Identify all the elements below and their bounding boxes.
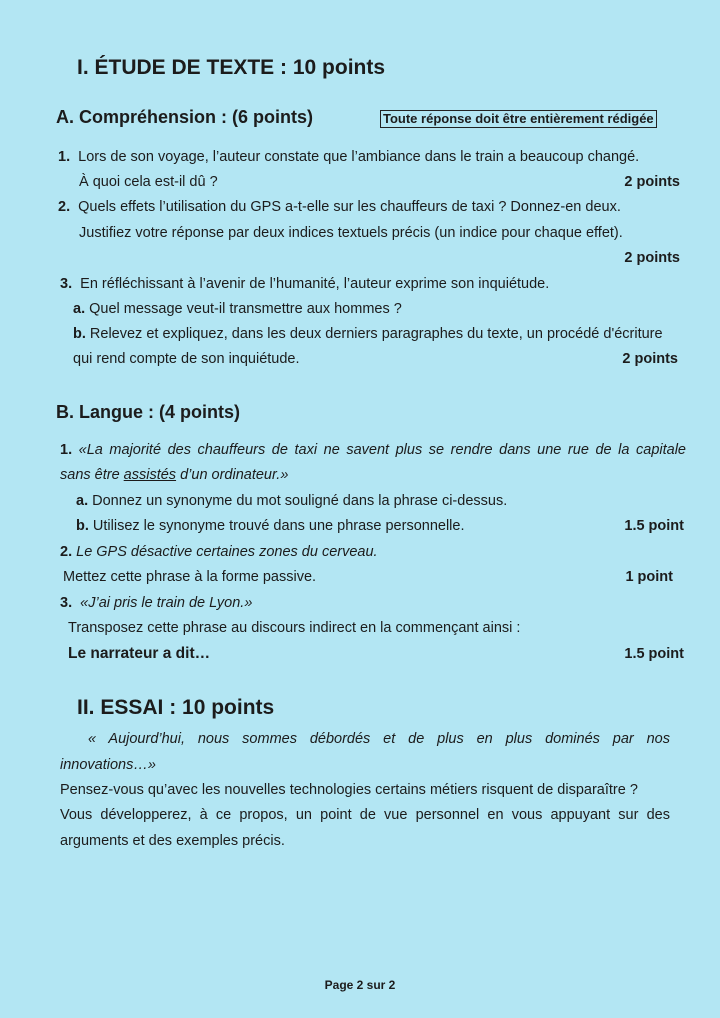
q3-a: a. Quel message veut-il transmettre aux hommes ? (73, 301, 402, 317)
essai-line1: Pensez-vous qu’avec les nouvelles technologies certains métiers risquent de disparaître ? (60, 782, 638, 798)
q3-points: 2 points (622, 351, 678, 367)
essai-line2: Vous développerez, à ce propos, un point de vue personnel en vous appuyant sur des (60, 807, 670, 823)
q1-line2: À quoi cela est-il dû ? (79, 174, 218, 190)
essai-quote: « Aujourd’hui, nous sommes débordés et de plus en plus dominés par nos (88, 731, 670, 747)
langue-q3-instruction: Transposez cette phrase au discours indirect en la commençant ainsi : (68, 620, 521, 636)
comprehension-title: A. Compréhension : (6 points) (56, 107, 314, 127)
langue-q1-points: 1.5 point (624, 518, 684, 534)
notice-box: Toute réponse doit être entièrement rédigée (380, 110, 657, 128)
langue-q3-sentence: 3. «J’ai pris le train de Lyon.» (60, 595, 253, 611)
langue-q3-start: Le narrateur a dit… (68, 645, 211, 662)
langue-q1-b: b. Utilisez le synonyme trouvé dans une phrase personnelle. (76, 518, 465, 534)
q1-line1: 1. Lors de son voyage, l’auteur constate que l’ambiance dans le train a beaucoup changé. (58, 149, 640, 165)
langue-q1-a: a. Donnez un synonyme du mot souligné dans la phrase ci-dessus. (76, 493, 508, 509)
q3-last-line: qui rend compte de son inquiétude. (73, 351, 300, 367)
essai-title: II. ESSAI : 10 points (77, 696, 275, 719)
langue-q3-points: 1.5 point (624, 646, 684, 662)
essai-line3: arguments et des exemples précis. (60, 833, 285, 849)
langue-q2-sentence: 2. Le GPS désactive certaines zones du cerveau. (60, 544, 378, 560)
page-number: Page 2 sur 2 (324, 978, 396, 992)
langue-title: B. Langue : (4 points) (56, 402, 240, 422)
essai-quote-cont: innovations…» (60, 757, 156, 773)
q3-line1: 3. En réfléchissant à l’avenir de l’humanité, l’auteur exprime son inquiétude. (60, 276, 550, 292)
q2-points: 2 points (624, 250, 680, 266)
part1-title: I. ÉTUDE DE TEXTE : 10 points (77, 56, 386, 79)
langue-q1-quote: 1. «La majorité des chauffeurs de taxi ne savent plus se rendre dans une rue de la capitale (60, 442, 686, 458)
langue-q1-quote-cont: sans être assistés d’un ordinateur.» (60, 467, 289, 483)
q2-line2: Justifiez votre réponse par deux indices textuels précis (un indice pour chaque effet). (79, 225, 623, 241)
q3-b: b. Relevez et expliquez, dans les deux derniers paragraphes du texte, un procédé d'écriture (73, 326, 663, 342)
langue-q2-instruction: Mettez cette phrase à la forme passive. (63, 569, 317, 585)
q2-line1: 2. Quels effets l’utilisation du GPS a-t-elle sur les chauffeurs de taxi ? Donnez-en deux. (58, 199, 621, 215)
langue-q2-points: 1 point (625, 569, 673, 585)
q1-points: 2 points (624, 174, 680, 190)
